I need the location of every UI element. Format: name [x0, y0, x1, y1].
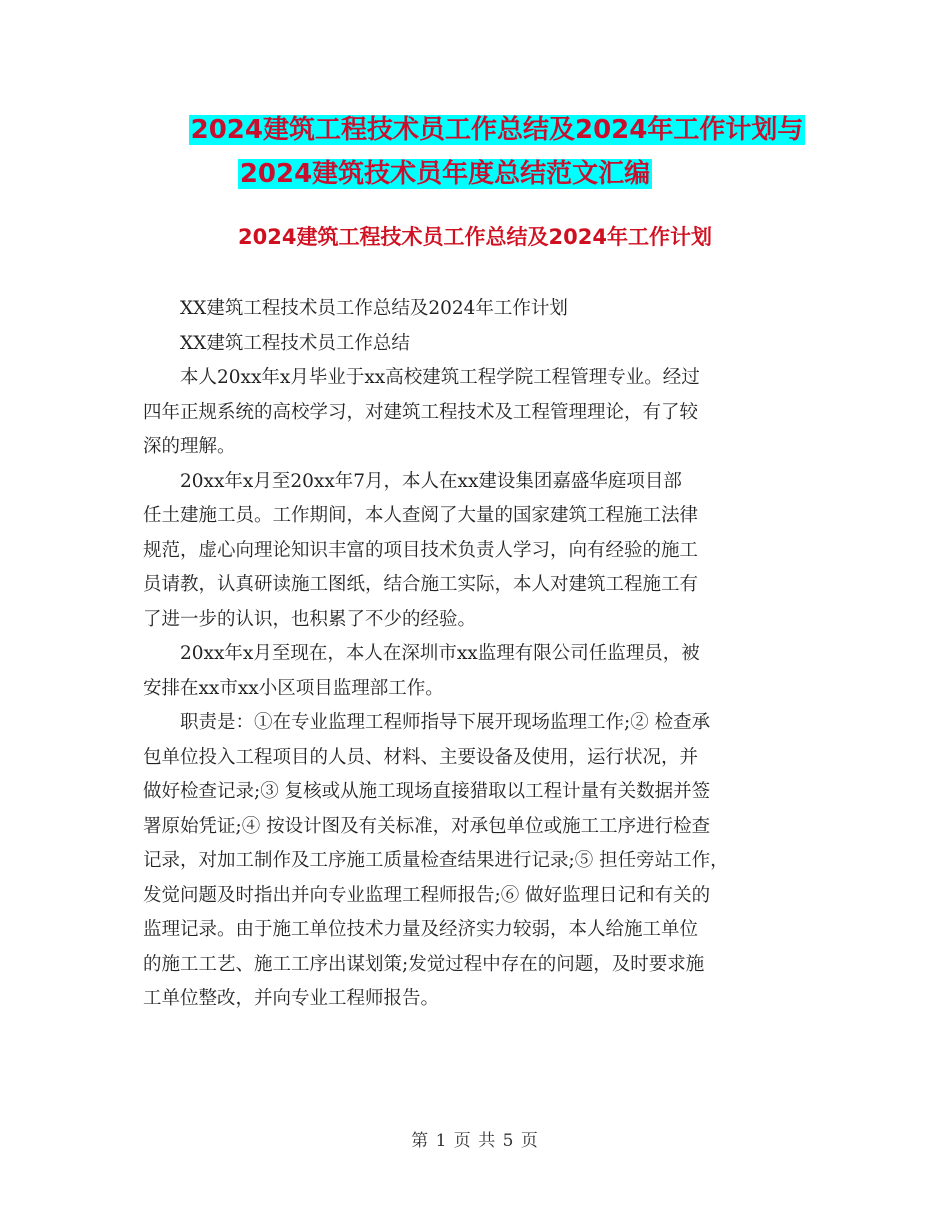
body-line: 包单位投入工程项目的人员、材料、主要设备及使用，运行状况，并: [143, 746, 699, 768]
body-line: 员请教，认真研读施工图纸，结合施工实际，本人对建筑工程施工有: [143, 574, 699, 595]
body-line: 职责是：①在专业监理工程师指导下展开现场监理工作;② 检查承: [143, 712, 711, 733]
body-line: 安排在xx市xx小区项目监理部工作。: [143, 677, 444, 699]
body-line: 20xx年x月至现在，本人在深圳市xx监理有限公司任监理员，被: [143, 643, 700, 664]
section-title: 2024建筑工程技术员工作总结及2024年工作计划: [238, 225, 712, 249]
page-footer: 第 1 页 共 5 页: [411, 1131, 539, 1151]
document-title-line2: [0, 152, 920, 196]
body-line: 做好检查记录;③ 复核或从施工现场直接猎取以工程计量有关数据并签: [143, 781, 711, 802]
body-line: 监理记录。由于施工单位技术力量及经济实力较弱，本人给施工单位: [143, 919, 699, 940]
body-line: 深的理解。: [143, 436, 236, 457]
body-text: [143, 292, 815, 1017]
body-line: 了进一步的认识，也积累了不少的经验。: [143, 608, 477, 630]
body-line: 20xx年x月至20xx年7月，本人在xx建设集团嘉盛华庭项目部: [143, 470, 682, 492]
body-line: 记录，对加工制作及工序施工质量检查结果进行记录;⑤ 担任旁站工作，: [143, 850, 729, 871]
body-line: 工单位整改，并向专业工程师报告。: [143, 988, 440, 1009]
body-line: 的施工工艺、施工工序出谋划策;发觉过程中存在的问题，及时要求施: [143, 953, 705, 975]
body-line: XX建筑工程技术员工作总结: [143, 332, 410, 354]
title-highlight: 2024建筑技术员年度总结范文汇编: [239, 159, 651, 189]
body-line: 本人20xx年x月毕业于xx高校建筑工程学院工程管理专业。经过: [143, 367, 700, 388]
title-highlight: 2024建筑工程技术员工作总结及2024年工作计划与: [190, 115, 804, 145]
body-line: 四年正规系统的高校学习，对建筑工程技术及工程管理理论，有了较: [143, 401, 699, 423]
body-line: 署原始凭证;④ 按设计图及有关标准，对承包单位或施工工序进行检查: [143, 815, 711, 837]
body-line: 发觉问题及时指出并向专业监理工程师报告;⑥ 做好监理日记和有关的: [143, 884, 711, 906]
body-line: 任土建施工员。工作期间，本人查阅了大量的国家建筑工程施工法律: [143, 505, 699, 526]
document-title-line1: [22, 108, 950, 152]
body-line: XX建筑工程技术员工作总结及2024年工作计划: [143, 298, 568, 319]
body-line: 规范，虚心向理论知识丰富的项目技术负责人学习，向有经验的施工: [143, 539, 699, 561]
